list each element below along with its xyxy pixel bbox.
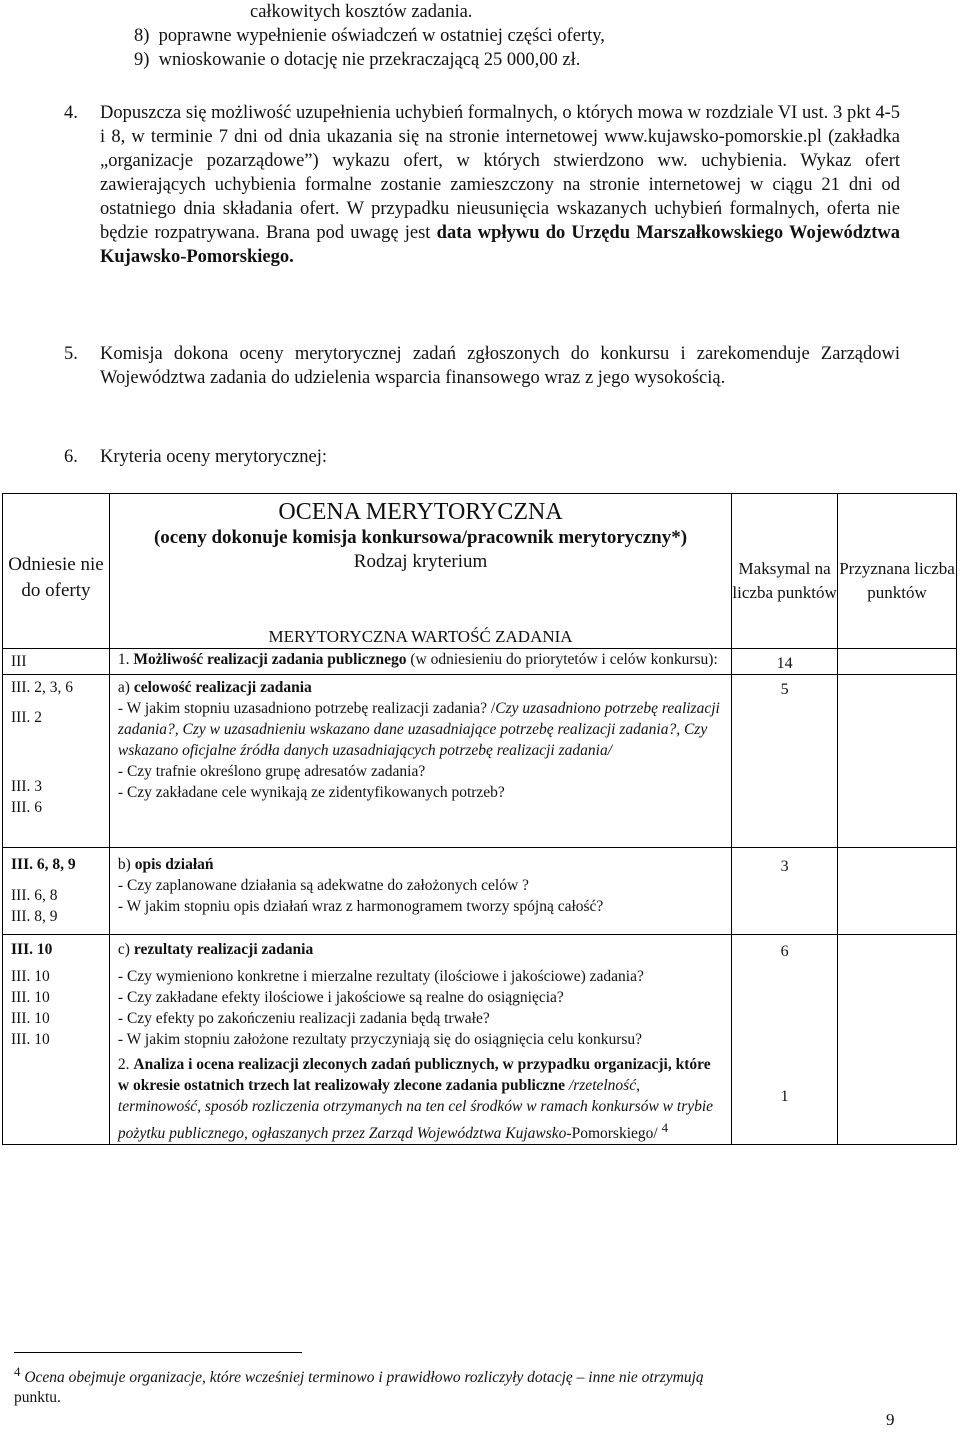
criterion-cell [109,675,731,848]
header-criterion-type: Rodzaj kryterium [353,551,488,572]
subtitle-text: (oceny dokonuje komisja konkursowa/pracownik merytoryczny*) [153,527,688,548]
reference-value: III. 10 [11,1010,50,1027]
criterion-question: - Czy efekty po zakończeniu realizacji zadania będą trwałe? [117,1010,490,1027]
reference-value: III. 10 [11,989,50,1006]
criterion-letter: b) [117,856,135,873]
criterion-cell [109,649,731,675]
reference-cell [3,675,110,848]
awarded-points-cell [838,649,957,675]
max-points-cell: 14 [732,649,838,675]
max-points-cell [732,935,838,1145]
reference-value: III. 2 [11,709,42,726]
criterion-title: celowość realizacji zadania [133,679,312,696]
reference-value: III. 6, 8 [11,887,58,904]
criterion-letter: c) [117,941,134,958]
criterion-line [118,939,725,960]
header-center [109,494,731,649]
paragraph-text: Dopuszcza się możliwość uzupełnienia uchybień formalnych, o których mowa w rozdziale VI ust. 3 pkt 4-5 i 8, w terminie 7 dni od dnia ukazania się na stronie internetowej [100,103,900,147]
criterion-line [118,677,725,698]
reference-value: III. 3 [11,778,42,795]
criterion-title: Analiza i ocena realizacji zleconych zadań publicznych, w przypadku organizacji, które w okresie ostatnich trzech lat realizowały zlecone zadania publiczne [117,1056,711,1094]
criterion-number: 1. [117,651,134,668]
criteria-table [2,493,957,1145]
reference-cell [3,848,110,935]
reference-value: III. 2, 3, 6 [11,679,73,696]
emphasis-text: data wpływu do Urzędu Marszałkowskiego Województwa Kujawsko-Pomorskiego. [100,223,900,267]
criterion-question: - W jakim stopniu opis działań wraz z harmonogramem tworzy spójną całość? [117,898,604,915]
paragraph-body: Kryteria oceny merytorycznej: [100,447,328,467]
reference-cell [3,649,110,675]
criterion-question: - Czy zakładane cele wynikają ze zidentyfikowanych potrzeb? [117,784,505,801]
criterion-title: opis działań [134,856,214,873]
reference-value: III. 8, 9 [11,908,58,925]
criterion-text: Pomorskiego/ [571,1125,662,1143]
table-row [3,935,957,1145]
criterion-number: 2. [117,1056,134,1073]
reference-value: III. 6 [11,799,42,816]
footnote-ref: 4 [661,1120,669,1135]
criteria-list-continued [134,24,605,72]
header-max-points: Maksymal na liczba punktów [732,494,838,649]
criterion-title: Możliwość realizacji zadania publicznego [133,651,407,668]
header-awarded-points: Przyznana liczba punktów [838,494,957,649]
table-row [3,649,957,675]
page-number: 9 [886,1410,895,1429]
points-value: 6 [780,943,789,960]
points-value: 1 [780,1088,789,1105]
paragraph-number: 4. [64,103,78,123]
footnote [14,1362,894,1408]
footnote-text: punktu. [14,1389,61,1407]
criterion-question: - Czy zakładane efekty ilościowe i jakościowe są realne do osiągnięcia? [117,989,564,1006]
table-title: OCENA MERYTORYCZNA [278,499,563,525]
criterion-title: rezultaty realizacji zadania [133,941,314,958]
criterion-cell [109,848,731,935]
awarded-points-cell [838,935,957,1145]
section-header: MERYTORYCZNA WARTOŚĆ ZADANIA [268,627,573,646]
footnote-text: Ocena obejmuje organizacje, które wcześniej terminowo i prawidłowo rozliczyły dotację – inne nie otrzymują [20,1369,704,1387]
table-row [3,848,957,935]
continuation-line: całkowitych kosztów zadania. [250,2,473,22]
criterion-2 [118,1054,725,1144]
question-text: - W jakim stopniu uzasadniono potrzebę realizacji zadania? / [117,700,496,717]
paragraph-number: 6. [64,447,78,467]
criterion-line [118,854,725,875]
reference-cell [3,935,110,1145]
max-points-cell: 5 [732,675,838,848]
table-subtitle [110,526,731,550]
criterion-question: - Czy zaplanowane działania są adekwatne do założonych celów ? [117,877,529,894]
reference-value: III. 6, 8, 9 [11,856,76,873]
website-link[interactable]: www.kujawsko-pomorskie.pl [604,127,822,147]
list-item: 8) poprawne wypełnienie oświadczeń w ostatniej części oferty, [134,26,605,46]
paragraph-body [100,101,900,269]
list-item: 9) wnioskowanie o dotację nie przekraczającą 25 000,00 zł. [134,50,581,70]
criterion-question: - Czy trafnie określono grupę adresatów zadania? [117,763,426,780]
paragraph-text: (zakładka „organizacje pozarządowe”) wykazu ofert, w których stwierdzono ww. uchybienia. Wykaz ofert zawierających uchybienia formalne zostanie zamieszczony na stronie internetowej w ciągu 21 dni od ostatniego dnia składania ofert. W przypadku nieusunięcia wskazanych uchybień formalnych, oferta nie będzie rozpatrywana. Brana pod uwagę jest [100,127,900,243]
criterion-letter: a) [117,679,134,696]
footnote-separator [14,1352,302,1353]
max-points-cell: 3 [732,848,838,935]
paragraph-number: 5. [64,344,78,364]
paragraph-body: Komisja dokona oceny merytorycznej zadań zgłoszonych do konkursu i zarekomenduje Zarządowi Województwa zadania do udzielenia wsparcia finansowego wraz z jego wysokością. [100,344,900,388]
criterion-cell [109,935,731,1145]
question-detail: Czy uzasadniono potrzebę realizacji zadania?, Czy w uzasadnieniu wskazano dane uzasadniające potrzebę realizacji zadania?, Czy wskazano oficjalne źródła danych uzasadniających potrzebę realizacji zadania/ [117,700,720,759]
criterion-question: - Czy wymieniono konkretne i mierzalne rezultaty (ilościowe i jakościowe) zadania? [117,968,644,985]
reference-value: III [11,653,27,670]
criterion-text: (w odniesieniu do priorytetów i celów konkursu): [406,651,718,668]
criterion-question: - W jakim stopniu założone rezultaty przyczyniają się do osiągnięcia celu konkursu? [117,1031,643,1048]
criterion-question [118,698,725,761]
reference-value: III. 10 [11,1031,50,1048]
table-header-row [3,494,957,649]
table-row [3,675,957,848]
criterion-detail: /rzetelność, terminowość, sposób rozliczenia otrzymanych na ten cel środków w ramach konkursów w trybie pożytku publicznego, ogłaszanych przez Zarząd Województwa Kujawsko- [117,1077,714,1143]
awarded-points-cell [838,675,957,848]
header-reference: Odniesie nie do oferty [3,494,110,649]
reference-value: III. 10 [11,968,50,985]
awarded-points-cell [838,848,957,935]
reference-value: III. 10 [11,941,53,958]
footnote-mark: 4 [14,1364,21,1379]
